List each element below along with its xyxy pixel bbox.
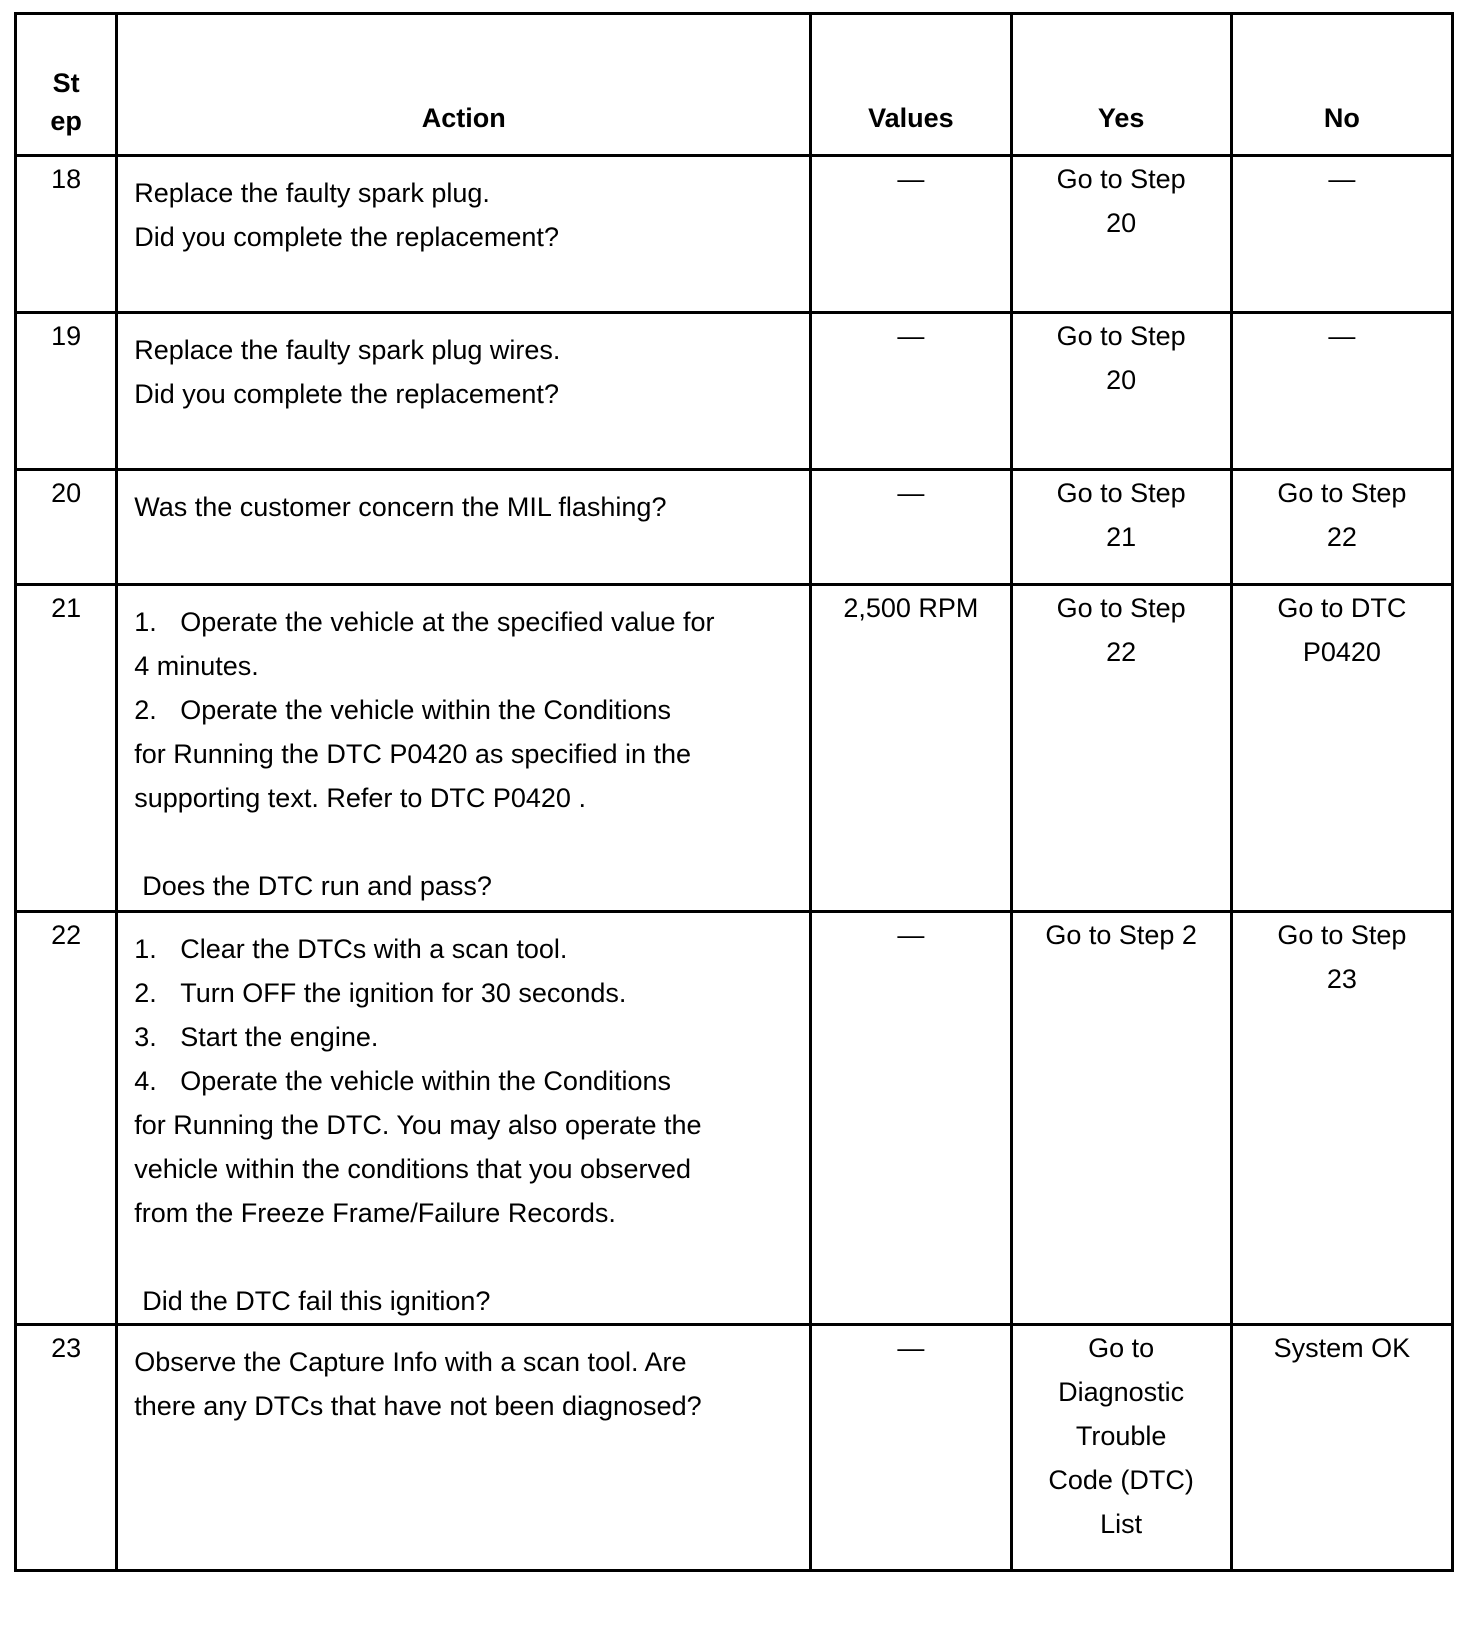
- step-number: 22: [16, 912, 117, 1325]
- action-list-item: [134, 1015, 809, 1059]
- yes-cell: [1011, 1325, 1231, 1571]
- no-cell: [1231, 1325, 1452, 1571]
- step-number: 18: [16, 156, 117, 313]
- table-row: [16, 585, 1453, 912]
- header-action: Action: [117, 14, 811, 156]
- action-question: Does the DTC run and pass?: [142, 871, 492, 901]
- no-line: —: [1328, 321, 1356, 351]
- step-number: 21: [16, 585, 117, 912]
- yes-line: Trouble: [1075, 1421, 1167, 1451]
- no-cell: [1231, 912, 1452, 1325]
- action-line: from the Freeze Frame/Failure Records.: [134, 1198, 616, 1228]
- value-cell: —: [811, 1325, 1011, 1571]
- spacer: [134, 820, 809, 864]
- header-yes: Yes: [1011, 14, 1231, 156]
- no-cell: [1231, 470, 1452, 585]
- action-line: vehicle within the conditions that you observed: [134, 1154, 692, 1184]
- action-line: supporting text. Refer to DTC P0420 .: [134, 783, 586, 813]
- yes-line: List: [1100, 1509, 1143, 1539]
- yes-line: Go to Step: [1056, 321, 1186, 351]
- item-text: Turn OFF the ignition for 30 seconds.: [180, 978, 627, 1008]
- value-cell: —: [811, 470, 1011, 585]
- action-list-item: [134, 927, 809, 971]
- step-number: 19: [16, 313, 117, 470]
- yes-line: 21: [1106, 522, 1137, 552]
- action-line: there any DTCs that have not been diagnosed?: [134, 1391, 702, 1421]
- header-step-line: St: [52, 68, 80, 98]
- table-row: [16, 912, 1453, 1325]
- item-number: 1.: [134, 607, 157, 637]
- no-cell: [1231, 156, 1452, 313]
- no-line: Go to Step: [1277, 478, 1407, 508]
- action-line: for Running the DTC P0420 as specified in the: [134, 739, 692, 769]
- action-line: Replace the faulty spark plug.: [134, 178, 490, 208]
- no-line: —: [1328, 164, 1356, 194]
- action-cell: [117, 585, 811, 912]
- diagnostic-table: [14, 12, 1454, 1572]
- value-cell: —: [811, 912, 1011, 1325]
- action-list-item: [134, 971, 809, 1015]
- item-number: 2.: [134, 978, 157, 1008]
- value-cell: —: [811, 313, 1011, 470]
- header-step: [16, 14, 117, 156]
- yes-line: Go to Step: [1056, 593, 1186, 623]
- yes-cell: [1011, 585, 1231, 912]
- yes-cell: [1011, 912, 1231, 1325]
- no-line: 22: [1326, 522, 1357, 552]
- table-row: [16, 1325, 1453, 1571]
- item-text: Start the engine.: [180, 1022, 379, 1052]
- value-cell: 2,500 RPM: [811, 585, 1011, 912]
- action-line: Did you complete the replacement?: [134, 379, 559, 409]
- yes-line: Go to: [1088, 1333, 1155, 1363]
- action-cell: [117, 470, 811, 585]
- header-no: No: [1231, 14, 1452, 156]
- action-line: for Running the DTC. You may also operate the: [134, 1110, 702, 1140]
- yes-cell: [1011, 156, 1231, 313]
- action-line: Replace the faulty spark plug wires.: [134, 335, 561, 365]
- yes-line: 22: [1106, 637, 1137, 667]
- table-row: [16, 470, 1453, 585]
- yes-cell: [1011, 313, 1231, 470]
- no-line: Go to DTC: [1277, 593, 1407, 623]
- step-number: 23: [16, 1325, 117, 1571]
- no-line: Go to Step: [1277, 920, 1407, 950]
- header-step-line: ep: [50, 106, 82, 136]
- yes-line: 20: [1106, 208, 1137, 238]
- no-cell: [1231, 313, 1452, 470]
- yes-line: 20: [1106, 365, 1137, 395]
- spacer: [134, 1235, 809, 1279]
- action-cell: [117, 912, 811, 1325]
- header-row: [16, 14, 1453, 156]
- action-list-item: [134, 600, 809, 644]
- no-cell: [1231, 585, 1452, 912]
- item-text: Operate the vehicle at the specified value for: [180, 607, 715, 637]
- no-line: P0420: [1302, 637, 1381, 667]
- action-list-item: [134, 1059, 809, 1103]
- item-text: Clear the DTCs with a scan tool.: [180, 934, 568, 964]
- item-number: 4.: [134, 1066, 157, 1096]
- no-line: System OK: [1273, 1333, 1411, 1363]
- item-number: 2.: [134, 695, 157, 725]
- action-cell: [117, 313, 811, 470]
- step-number: 20: [16, 470, 117, 585]
- yes-line: Diagnostic: [1058, 1377, 1185, 1407]
- value-cell: —: [811, 156, 1011, 313]
- action-list-item: [134, 688, 809, 732]
- yes-line: Code (DTC): [1048, 1465, 1194, 1495]
- yes-line: Go to Step 2: [1045, 920, 1197, 950]
- item-text: Operate the vehicle within the Conditions: [180, 1066, 672, 1096]
- action-question: Did the DTC fail this ignition?: [142, 1286, 491, 1316]
- action-line: Was the customer concern the MIL flashing?: [134, 492, 667, 522]
- item-text: Operate the vehicle within the Conditions: [180, 695, 672, 725]
- no-line: 23: [1326, 964, 1357, 994]
- header-values: Values: [811, 14, 1011, 156]
- action-cell: [117, 1325, 811, 1571]
- item-number: 1.: [134, 934, 157, 964]
- action-line: 4 minutes.: [134, 651, 259, 681]
- item-number: 3.: [134, 1022, 157, 1052]
- table-row: [16, 313, 1453, 470]
- action-line: Observe the Capture Info with a scan tool. Are: [134, 1347, 687, 1377]
- action-line: Did you complete the replacement?: [134, 222, 559, 252]
- yes-cell: [1011, 470, 1231, 585]
- action-cell: [117, 156, 811, 313]
- yes-line: Go to Step: [1056, 478, 1186, 508]
- table-row: [16, 156, 1453, 313]
- yes-line: Go to Step: [1056, 164, 1186, 194]
